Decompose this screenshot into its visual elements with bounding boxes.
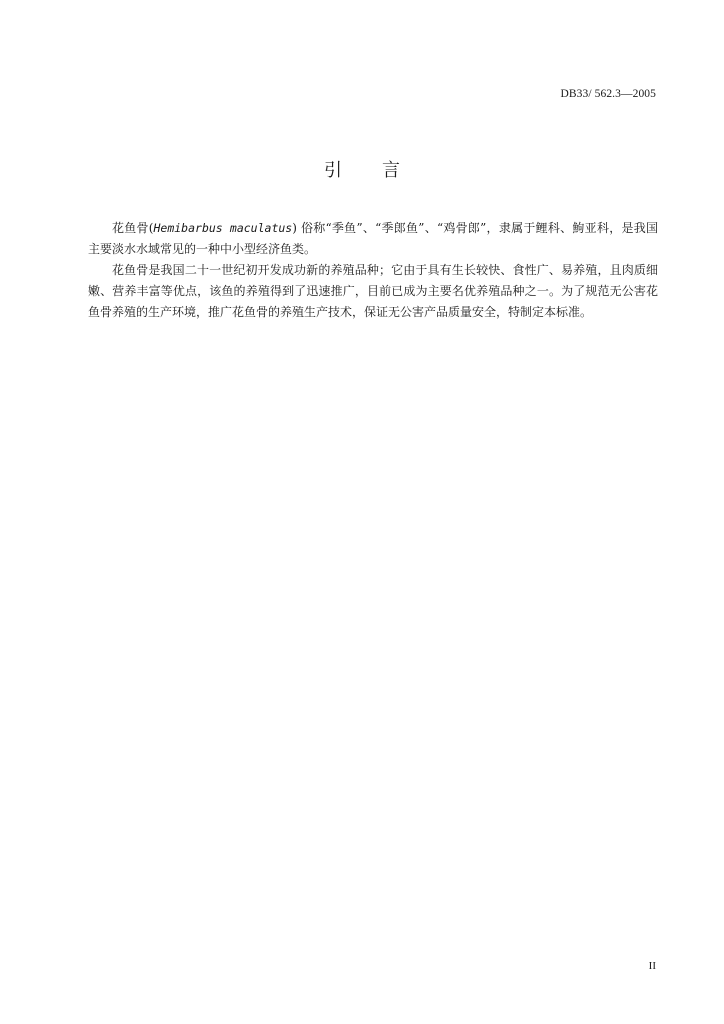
intro-paragraph-1 [88, 218, 658, 260]
intro-p1-lead: 花鱼骨( [112, 221, 154, 235]
document-code: DB33/ 562.3—2005 [560, 88, 656, 100]
introduction-body [88, 218, 658, 323]
intro-paragraph-2: 花鱼骨是我国二十一世纪初开发成功新的养殖品种；它由于具有生长较快、食性广、易养殖，且肉质细嫩、营养丰富等优点，该鱼的养殖得到了迅速推广，目前已成为主要名优养殖品种之一。为了规范无公害花鱼骨养殖的生产环境，推广花鱼骨的养殖生产技术，保证无公害产品质量安全，特制定本标准。 [88, 263, 658, 319]
page-title-char-2: 言 [382, 160, 400, 181]
scientific-name: Hemibarbus maculatus [153, 221, 293, 235]
page-number: II [648, 960, 656, 972]
intro-p1-rest: ) 俗称“季鱼”、“季郎鱼”、“鸡骨郎”，隶属于鲤科、鮈亚科，是我国主要淡水水域常见的一种中小型经济鱼类。 [88, 221, 658, 256]
page-title [0, 156, 724, 182]
page-title-char-1: 引 [324, 160, 342, 181]
